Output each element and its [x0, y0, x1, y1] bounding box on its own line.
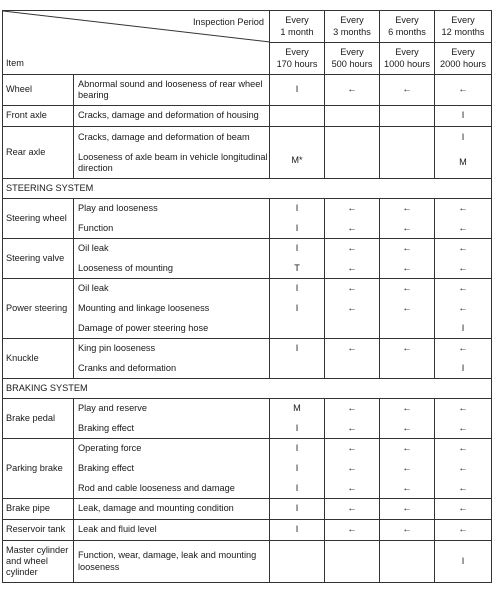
cell [270, 106, 325, 127]
section-row [3, 179, 492, 199]
cell [325, 106, 380, 127]
cell: I [270, 199, 325, 219]
cell: ← [435, 219, 492, 239]
cell: ← [380, 499, 435, 520]
inspection-period-label: Inspection Period [193, 17, 264, 27]
inspection-text: Looseness of mounting [74, 259, 270, 279]
inspection-text: Braking effect [74, 419, 270, 439]
table-row [3, 259, 492, 279]
cell: ← [435, 520, 492, 541]
cell: I [270, 219, 325, 239]
item-rear-axle: Rear axle [3, 127, 74, 179]
cell: ← [325, 399, 380, 419]
cell: ← [435, 399, 492, 419]
inspection-text: Cracks, damage and deformation of housing [74, 106, 270, 127]
table-row [3, 127, 492, 148]
inspection-text: Cranks and deformation [74, 359, 270, 379]
item-front-axle: Front axle [3, 106, 74, 127]
cell: I [270, 339, 325, 359]
inspection-text: Oil leak [74, 239, 270, 259]
table-row [3, 199, 492, 219]
cell [325, 319, 380, 339]
table-row [3, 299, 492, 319]
item-reservoir-tank: Reservoir tank [3, 520, 74, 541]
inspection-text: Leak and fluid level [74, 520, 270, 541]
cell: I [435, 127, 492, 148]
cell: ← [380, 479, 435, 499]
period-months-12: Every 12 months [435, 11, 492, 43]
period-hours-2000: Every 2000 hours [435, 43, 492, 75]
table-row [3, 359, 492, 379]
cell: ← [325, 499, 380, 520]
table-row [3, 479, 492, 499]
inspection-text: Rod and cable looseness and damage [74, 479, 270, 499]
section-braking-system: BRAKING SYSTEM [3, 379, 492, 399]
table-row [3, 75, 492, 106]
cell: I [270, 439, 325, 459]
cell: ← [325, 459, 380, 479]
cell: I [435, 319, 492, 339]
table-row [3, 541, 492, 583]
cell [380, 541, 435, 583]
inspection-text: Play and looseness [74, 199, 270, 219]
cell: ← [380, 239, 435, 259]
item-label: Item [6, 57, 24, 68]
item-wheel: Wheel [3, 75, 74, 106]
inspection-text: Function, wear, damage, leak and mounting looseness [74, 541, 270, 583]
table-row [3, 219, 492, 239]
table-row [3, 339, 492, 359]
cell: ← [325, 339, 380, 359]
table-row [3, 239, 492, 259]
cell: M [270, 399, 325, 419]
inspection-text: Mounting and linkage looseness [74, 299, 270, 319]
cell [270, 319, 325, 339]
cell [270, 359, 325, 379]
inspection-text: Operating force [74, 439, 270, 459]
inspection-table [2, 10, 492, 583]
cell: I [270, 499, 325, 520]
inspection-text: Abnormal sound and looseness of rear wheel bearing [74, 75, 270, 106]
cell: ← [435, 239, 492, 259]
cell: ← [380, 199, 435, 219]
cell: M [435, 148, 492, 179]
header-corner [3, 11, 270, 75]
cell: I [270, 459, 325, 479]
inspection-text: Braking effect [74, 459, 270, 479]
item-steering-valve: Steering valve [3, 239, 74, 279]
item-knuckle: Knuckle [3, 339, 74, 379]
period-months-1: Every 1 month [270, 11, 325, 43]
cell [380, 127, 435, 179]
cell: ← [380, 75, 435, 106]
cell: ← [435, 499, 492, 520]
item-parking-brake: Parking brake [3, 439, 74, 499]
cell [380, 106, 435, 127]
cell: ← [435, 259, 492, 279]
table-row [3, 279, 492, 299]
cell: I [270, 299, 325, 319]
inspection-text: Leak, damage and mounting condition [74, 499, 270, 520]
cell: ← [380, 399, 435, 419]
cell: ← [325, 520, 380, 541]
cell: ← [435, 439, 492, 459]
cell [325, 541, 380, 583]
period-hours-170: Every 170 hours [270, 43, 325, 75]
table-row [3, 399, 492, 419]
inspection-text: Oil leak [74, 279, 270, 299]
period-hours-500: Every 500 hours [325, 43, 380, 75]
cell [380, 359, 435, 379]
cell: I [435, 106, 492, 127]
cell: ← [380, 439, 435, 459]
table-row [3, 419, 492, 439]
inspection-text: Play and reserve [74, 399, 270, 419]
cell: I [270, 479, 325, 499]
item-master-cylinder: Master cylinder and wheel cylinder [3, 541, 74, 583]
cell: ← [435, 459, 492, 479]
cell: I [435, 359, 492, 379]
inspection-text: Cracks, damage and deformation of beam [74, 127, 270, 148]
item-brake-pedal: Brake pedal [3, 399, 74, 439]
cell: ← [435, 75, 492, 106]
cell: ← [435, 299, 492, 319]
cell: ← [325, 75, 380, 106]
cell: ← [435, 419, 492, 439]
cell: T [270, 259, 325, 279]
cell: ← [380, 520, 435, 541]
cell: I [270, 75, 325, 106]
cell: I [270, 239, 325, 259]
cell: I [270, 520, 325, 541]
table-row [3, 439, 492, 459]
table-row [3, 520, 492, 541]
cell [270, 541, 325, 583]
table-row [3, 319, 492, 339]
cell: ← [435, 199, 492, 219]
cell: ← [325, 219, 380, 239]
cell: ← [325, 419, 380, 439]
period-hours-1000: Every 1000 hours [380, 43, 435, 75]
header-row-months [3, 11, 492, 43]
period-months-6: Every 6 months [380, 11, 435, 43]
inspection-text: Function [74, 219, 270, 239]
cell [325, 127, 380, 179]
cell: ← [325, 299, 380, 319]
item-power-steering: Power steering [3, 279, 74, 339]
item-brake-pipe: Brake pipe [3, 499, 74, 520]
cell: ← [325, 279, 380, 299]
cell: ← [380, 419, 435, 439]
cell: I [435, 541, 492, 583]
table-row [3, 499, 492, 520]
cell [325, 359, 380, 379]
period-months-3: Every 3 months [325, 11, 380, 43]
item-steering-wheel: Steering wheel [3, 199, 74, 239]
cell: I [270, 279, 325, 299]
cell: M* [270, 127, 325, 179]
cell: ← [325, 199, 380, 219]
inspection-text: King pin looseness [74, 339, 270, 359]
cell [380, 319, 435, 339]
cell: ← [435, 479, 492, 499]
cell: ← [380, 279, 435, 299]
section-row [3, 379, 492, 399]
cell: I [270, 419, 325, 439]
cell: ← [325, 439, 380, 459]
inspection-text: Looseness of axle beam in vehicle longitudinal direction [74, 148, 270, 179]
cell: ← [435, 339, 492, 359]
cell: ← [380, 339, 435, 359]
cell: ← [435, 279, 492, 299]
cell: ← [325, 259, 380, 279]
table-row [3, 106, 492, 127]
cell: ← [325, 479, 380, 499]
section-steering-system: STEERING SYSTEM [3, 179, 492, 199]
cell: ← [380, 299, 435, 319]
cell: ← [380, 219, 435, 239]
cell: ← [325, 239, 380, 259]
inspection-text: Damage of power steering hose [74, 319, 270, 339]
cell: ← [380, 259, 435, 279]
cell: ← [380, 459, 435, 479]
table-row [3, 459, 492, 479]
